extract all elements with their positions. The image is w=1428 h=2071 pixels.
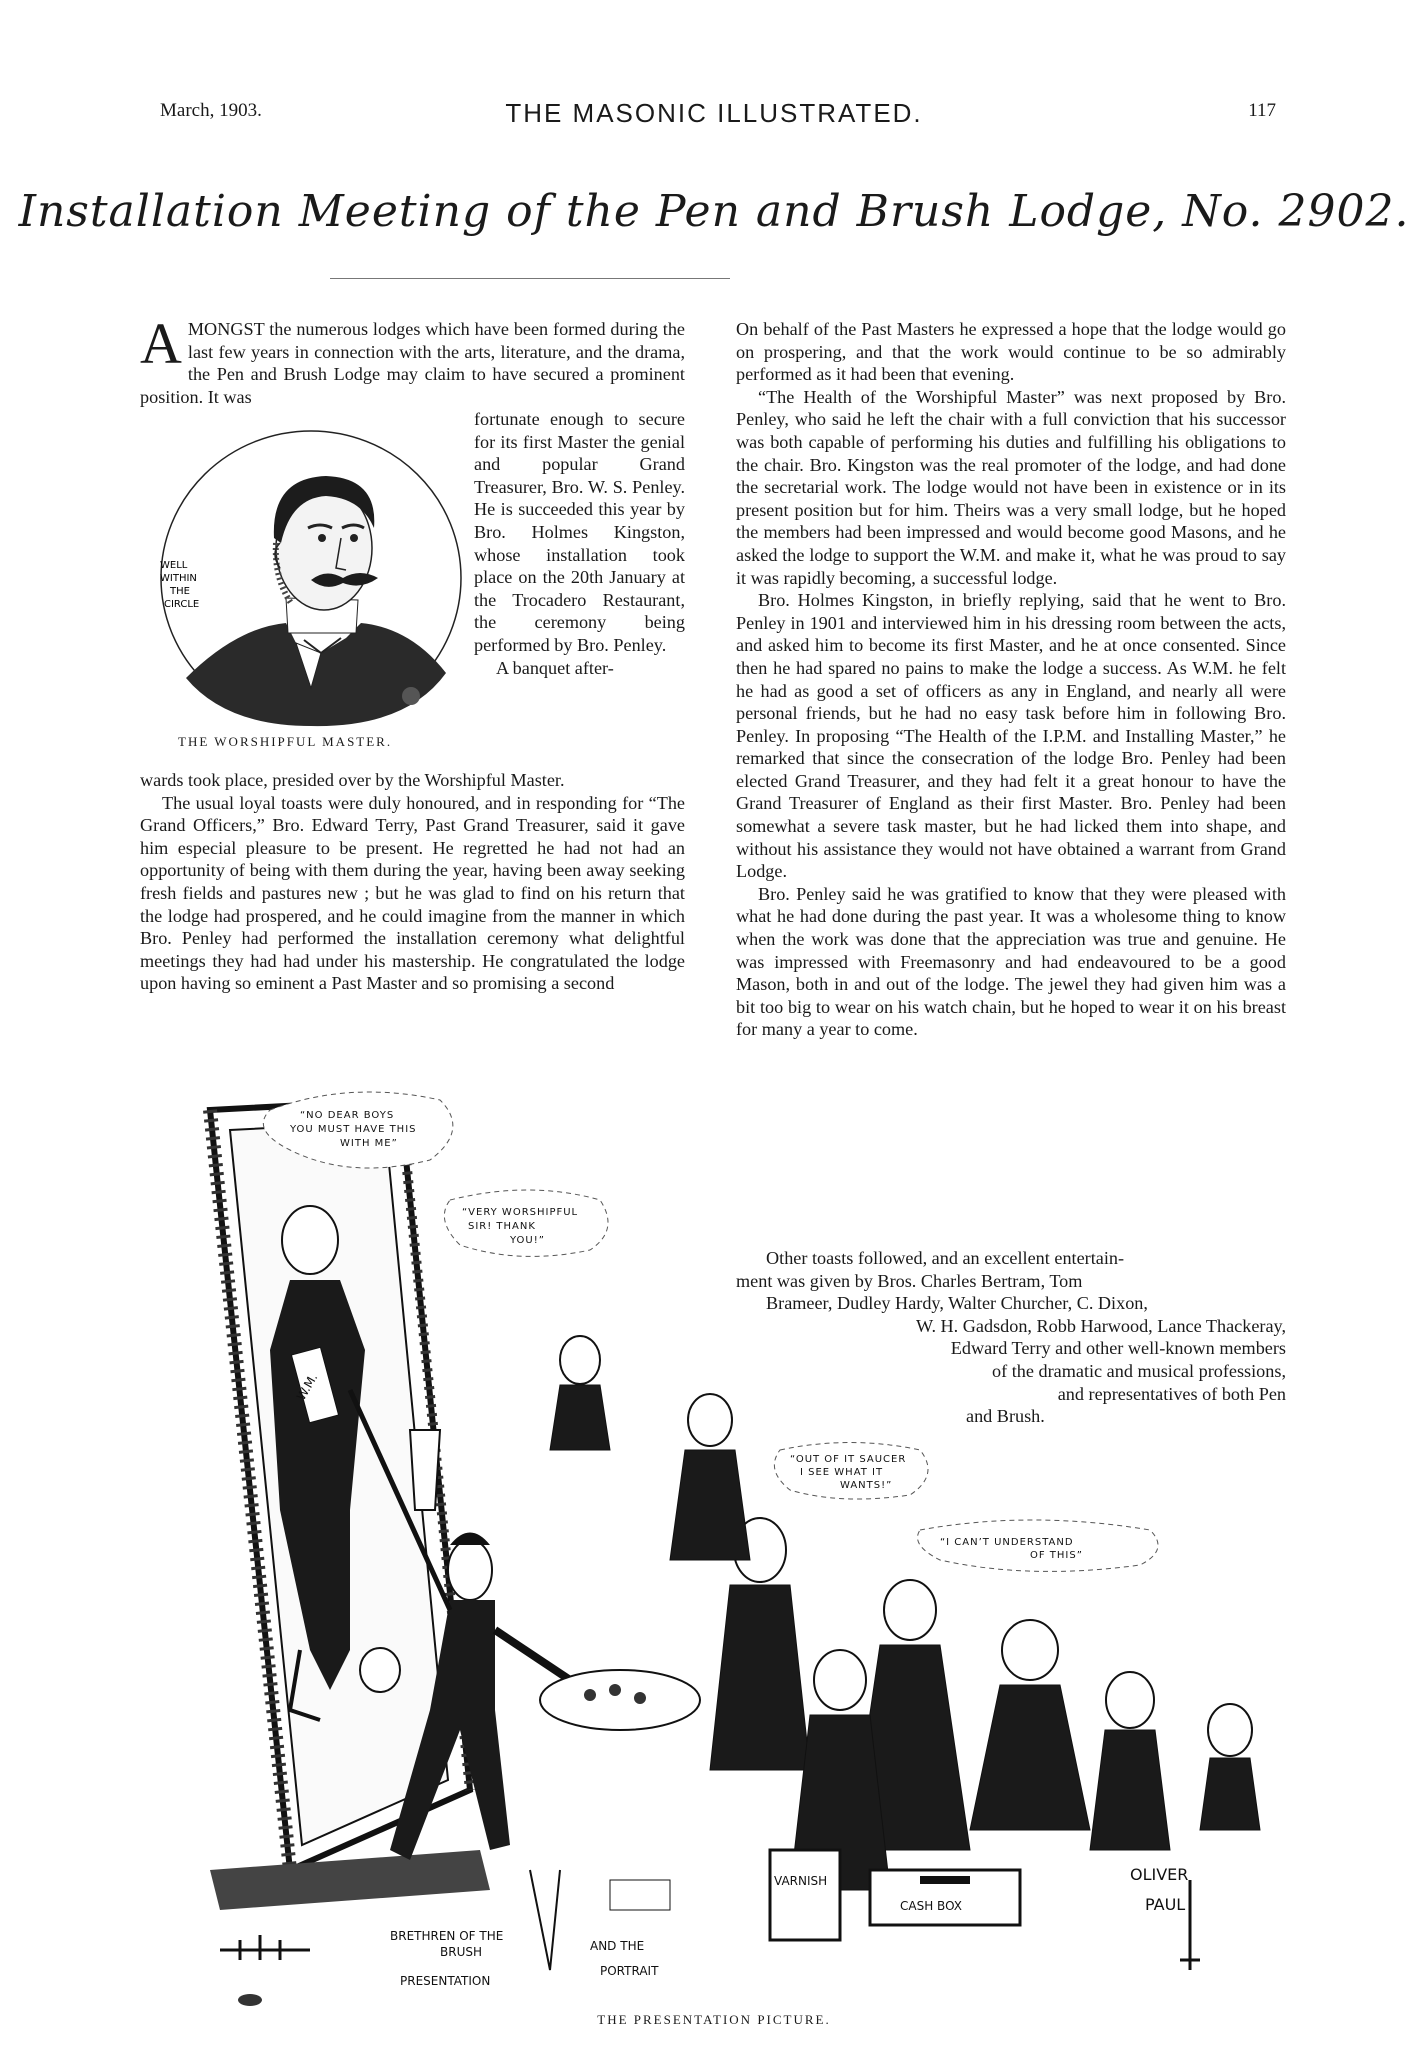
right-paragraph-4: Bro. Penley said he was gratified to know that they were pleased with what he had done during the past year. It was a wholesome thing to know when the work was done that the appreciation was true and genuine. He was impressed with Freemasonry and had endeavoured to be a good Mason, both in and out of the lodge. The jewel they had given him was a bit too big to wear on his watch chain, but he hoped to wear it on his breast for many a year to come.	[736, 883, 1286, 1040]
cartoon-caption: THE PRESENTATION PICTURE.	[597, 2012, 831, 2027]
label-brethren-1: BRETHREN OF THE	[390, 1929, 504, 1943]
stair-line-4: W. H. Gadsdon, Robb Harwood, Lance Thackeray,	[915, 1315, 1286, 1336]
bubble-2-line-1: “VERY WORSHIPFUL	[462, 1207, 579, 1218]
portrait-label-4: CIRCLE	[164, 599, 200, 610]
stair-line-7: and representatives of both Pen	[1057, 1383, 1286, 1404]
bubble-3-line-3: WANTS!”	[840, 1480, 893, 1491]
portrait-label-2: WITHIN	[160, 573, 197, 584]
presentation-cartoon	[150, 1090, 1300, 2010]
label-portrait-2: PORTRAIT	[600, 1964, 659, 1978]
stair-line-8: and Brush.	[966, 1406, 1045, 1427]
cashbox-sign: CASH BOX	[900, 1899, 962, 1913]
article-heading: Installation Meeting of the Pen and Brush Lodge, No. 2902.	[18, 186, 1410, 237]
bubble-2-line-2: SIR! THANK	[468, 1221, 536, 1232]
right-paragraph-3: Bro. Holmes Kingston, in briefly replying, said that he went to Bro. Penley in 1901 and interviewed him in his dressing room between the acts, and asked him to become its first Master, and he at once consented. Since then he had spared no pains to make the lodge a success. As W.M. he felt he had as good a set of officers as any in England, and nearly all were personal friends, but he had no easy task before him in following Bro. Penley. In proposing “The Health of the I.P.M. and Installing Master,” he remarked that since the consecration of the lodge Bro. Penley had been elected Grand Treasurer, and they had felt it a great honour to have the Grand Treasurer of England as their first Master. Bro. Penley had been somewhat a severe task master, but he had licked them into shape, and without his assistance they would not have obtained a warrant from Grand Lodge.	[736, 590, 1286, 882]
left-column-narrow	[474, 408, 685, 679]
bubble-3-line-2: I SEE WHAT IT	[800, 1467, 884, 1478]
wm-badge: W.M.	[293, 1371, 321, 1403]
bubble-2-line-3: YOU!”	[510, 1235, 545, 1246]
page-number: 117	[1248, 100, 1276, 121]
stair-line-3: Brameer, Dudley Hardy, Walter Churcher, C. Dixon,	[766, 1293, 1148, 1314]
narrow-paragraph-end: A banquet after-	[496, 657, 614, 678]
label-brethren-3: PRESENTATION	[400, 1974, 491, 1988]
stair-line-2: ment was given by Bros. Charles Bertram, Tom	[736, 1270, 1083, 1291]
artist-signature-1: OLIVER	[1130, 1865, 1189, 1884]
magazine-title: THE MASONIC ILLUSTRATED.	[505, 98, 923, 128]
narrow-paragraph: fortunate enough to secure for its first Master the genial and popular Grand Treasurer, Bro. W. S. Penley. He is succeeded this year by Bro. Holmes Kingston, whose installation took place on the 20th January at the Trocadero Restaurant, the ceremony being performed by Bro. Penley.	[474, 409, 685, 655]
label-brethren-2: BRUSH	[440, 1945, 482, 1959]
right-paragraph-2: “The Health of the Worshipful Master” was next proposed by Bro. Penley, who said he left the chair with a full conviction that his successor was both capable of performing his duties and fulfilling his obligations to the chair. Bro. Kingston was the real promoter of the lodge, and had done the secretarial work. The lodge would not have been in existence or in its present position but for him. Theirs was a very small lodge, but he hoped the members had been impressed and would become good Masons, and he asked the lodge to support the W.M. and make it, what he was proud to say it was rapidly becoming, a successful lodge.	[736, 386, 1286, 588]
varnish-sign: VARNISH	[774, 1874, 828, 1888]
left-paragraph-1: wards took place, presided over by the Worshipful Master.	[140, 770, 565, 790]
portrait-label-1: WELL	[160, 560, 188, 571]
left-column-intro	[140, 311, 685, 408]
left-paragraph-2: The usual loyal toasts were duly honoured, and in responding for “The Grand Officers,” Bro. Edward Terry, Past Grand Treasurer, said it gave him especial pleasure to be present. He regretted he had not had an opportunity of being with them during the year, having been away seeking fresh fields and pastures new ; but he was glad to find on his return that the lodge had prospered, and he could imagine from the manner in which Bro. Penley had performed the installation ceremony what delightful meetings they had had under his mastership. He congratulated the lodge upon having so eminent a Past Master and so promising a second	[140, 792, 685, 994]
stair-line-1: Other toasts followed, and an excellent entertain-	[766, 1248, 1125, 1268]
left-column-body	[140, 769, 685, 995]
drop-cap: A	[140, 311, 182, 376]
portrait-illustration	[146, 428, 464, 734]
stair-line-6: of the dramatic and musical professions,	[992, 1360, 1286, 1381]
label-portrait-1: AND THE	[590, 1939, 645, 1953]
issue-date: March, 1903.	[160, 100, 262, 121]
right-paragraph-1: On behalf of the Past Masters he expressed a hope that the lodge would go on prospering, and that the work would continue to be so admirably performed as it had been that evening.	[736, 319, 1286, 385]
intro-paragraph: MONGST the numerous lodges which have been formed during the last few years in connection with the arts, literature, and the drama, the Pen and Brush Lodge may claim to have secured a prominent position. It was	[140, 319, 685, 407]
bubble-1-line-2: YOU MUST HAVE THIS	[290, 1124, 417, 1135]
bubble-4-line-2: OF THIS”	[1030, 1550, 1083, 1561]
artist-signature-2: PAUL	[1145, 1895, 1186, 1914]
bubble-1-line-1: “NO DEAR BOYS	[300, 1110, 395, 1121]
portrait-caption: THE WORSHIPFUL MASTER.	[178, 734, 393, 749]
bubble-3-line-1: “OUT OF IT SAUCER	[790, 1454, 907, 1465]
portrait-label-3: THE	[170, 586, 190, 597]
bubble-1-line-3: WITH ME”	[340, 1138, 398, 1149]
bubble-4-line-1: “I CAN’T UNDERSTAND	[940, 1537, 1074, 1548]
stair-line-5: Edward Terry and other well-known members	[950, 1338, 1286, 1359]
heading-rule	[330, 278, 730, 279]
right-column-body	[736, 318, 1286, 1041]
